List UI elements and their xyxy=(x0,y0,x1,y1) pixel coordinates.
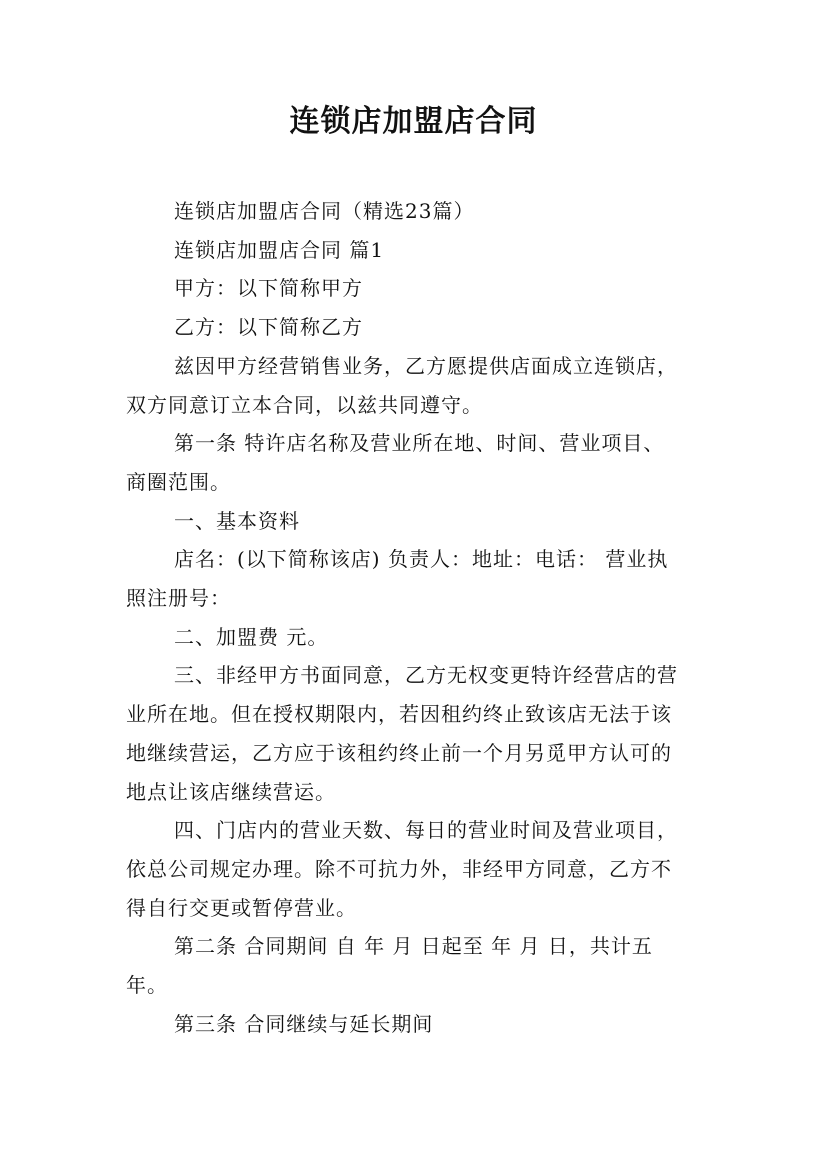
text-line: 双方同意订立本合同，以兹共同遵守。 xyxy=(126,392,483,417)
text-line: 第一条 特许店名称及营业所在地、时间、营业项目、 xyxy=(174,431,665,456)
text-line: 地点让该店继续营运。 xyxy=(126,779,336,804)
text-line: 照注册号： xyxy=(126,586,231,611)
text-line: 乙方：以下简称乙方 xyxy=(174,315,363,340)
text-line: 商圈范围。 xyxy=(126,469,231,494)
text-line: 地继续营运，乙方应于该租约终止前一个月另觅甲方认可的 xyxy=(126,740,672,765)
text-line: 年。 xyxy=(126,973,168,998)
text-line: 连锁店加盟店合同（精选23篇） xyxy=(174,199,475,223)
text-line: 一、基本资料 xyxy=(174,508,300,533)
text-line: 得自行交更或暂停营业。 xyxy=(126,895,357,920)
text-line: 连锁店加盟店合同 篇1 xyxy=(174,237,385,262)
text-line: 三、非经甲方书面同意，乙方无权变更特许经营店的营 xyxy=(174,663,678,688)
text-line: 店名：(以下简称该店) 负责人：地址：电话： 营业执 xyxy=(174,547,669,572)
text-line: 四、门店内的营业天数、每日的营业时间及营业项目， xyxy=(174,818,678,843)
text-line: 兹因甲方经营销售业务，乙方愿提供店面成立连锁店， xyxy=(174,353,678,378)
text-line: 第三条 合同继续与延长期间 xyxy=(174,1011,434,1036)
document-title: 连锁店加盟店合同 xyxy=(289,104,538,139)
document-body xyxy=(126,192,716,1043)
text-line: 第二条 合同期间 自 年 月 日起至 年 月 日，共计五 xyxy=(174,934,653,959)
text-line: 甲方：以下简称甲方 xyxy=(174,276,363,301)
text-line: 二、加盟费 元。 xyxy=(174,624,329,649)
text-line: 业所在地。但在授权期限内，若因租约终止致该店无法于该 xyxy=(126,702,672,727)
text-line: 依总公司规定办理。除不可抗力外，非经甲方同意，乙方不 xyxy=(126,856,672,881)
